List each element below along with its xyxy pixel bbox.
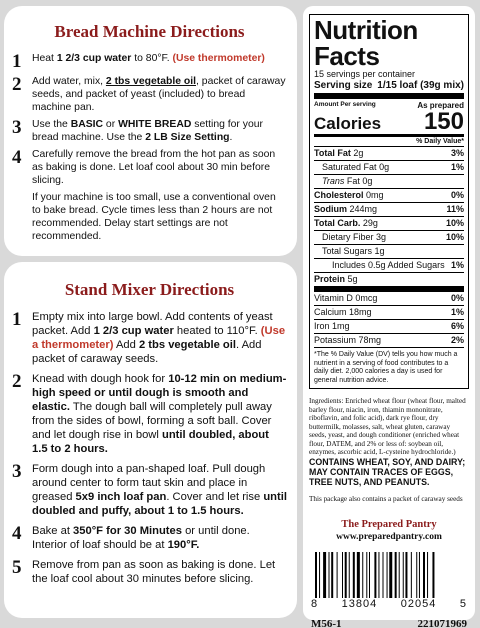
nutrient-row: Calcium 18mg 1% [314,306,464,320]
product-code: M56-1 [311,618,342,628]
nutrient-rows [314,147,464,348]
allergen-statement: CONTAINS WHEAT, SOY, AND DAIRY; MAY CONTAIN TRACES OF EGGS, TREE NUTS, AND PEANUTS. [309,456,466,487]
nutrient-row: Cholesterol 0mg 0% [314,189,464,203]
nutrition-facts-box [309,14,469,389]
step-number: 1 [12,309,22,330]
step-text: Bake at 350°F for 30 Minutes or until done. Interior of loaf should be at 190°F. [32,525,250,551]
step-number: 2 [12,74,22,95]
step-number: 2 [12,371,22,392]
step-text: Use the BASIC or WHITE BREAD setting for your bread machine. Use the 2 LB Size Setting. [32,119,263,143]
nutrient-row: Iron 1mg 6% [314,320,464,334]
step-number: 1 [12,51,22,72]
daily-value-header: % Daily Value* [314,137,464,147]
sm-step [12,462,287,518]
nutrient-row: Potassium 78mg 2% [314,334,464,348]
step-number: 4 [12,523,22,544]
step-number: 3 [12,117,22,138]
nutrient-row: Protein 5g [314,273,464,292]
calories-row: Calories 150 [314,108,464,135]
sm-step [12,558,287,586]
ingredients-text: Ingredients: Enriched wheat flour (wheat flour, malted barley flour, niacin, iron, thiamin mononitrate, riboflavin, and folic acid), dark rye flour, dry buttermilk, molasses, salt, wheat gluten, caraway seeds, yeast, and dough conditioner (enriched wheat flour, DATEM, and 2% or less of: soybean oil, enzymes, ascorbic acid, L-cysteine hydrochloride.) [309,397,466,456]
step-text: Remove from pan as soon as baking is done. Let the loaf cool about 30 minutes before slicing. [32,559,276,585]
nutrient-row: Total Carb. 29g 10% [314,217,464,231]
stand-mixer-title: Stand Mixer Directions [64,280,235,299]
bread-machine-title: Bread Machine Directions [54,22,245,41]
step-text: Knead with dough hook for 10-12 min on medium-high speed or until dough is smooth and elastic. The dough ball will completely pull away from the sides of bowl, forming a soft ball. Cover and let dough rise in bowl until doubled, about 1.5 to 2 hours. [32,373,287,455]
bm-step [12,148,287,187]
step-number: 4 [12,147,22,168]
servings-per-container: 15 servings per container [314,69,416,79]
step-text: Form dough into a pan-shaped loaf. Pull dough around center to form taut skin and place in greased 5x9 inch loaf pan. Cover and let rise until doubled and puffy, about 1 to 1.5 hours. [32,463,287,517]
nutrient-row: Dietary Fiber 3g 10% [314,231,464,245]
nutrition-panel [303,6,475,628]
bm-step [12,75,287,114]
brand-name: The Prepared Pantry [341,519,437,530]
bm-step [12,118,287,144]
stand-mixer-card [4,262,297,618]
bm-step [12,52,287,71]
step-text: Empty mix into large bowl. Add contents of yeast packet. Add 1 2/3 cup water heated to 110°F. (Use a thermometer) Add 2 tbs vegetable oil. Add packet of caraway seeds. [32,311,286,365]
also-contains-text: This package also contains a packet of caraway seeds [309,494,463,503]
amount-per-serving-row: Amount Per serving As prepared [314,101,464,110]
serving-size: Serving size 1/15 loaf (39g mix) [314,80,464,99]
sm-step [12,372,287,456]
step-text: Heat 1 2/3 cup water to 80°F. (Use thermometer) [32,53,265,64]
sm-step [12,524,287,552]
step-number: 3 [12,461,22,482]
nutrient-row: Vitamin D 0mcg 0% [314,292,464,306]
nutrient-row: Total Sugars 1g [314,245,464,259]
nutrition-facts-title: Nutrition Facts [314,15,418,71]
nutrient-row: Sodium 244mg 11% [314,203,464,217]
bread-machine-card [4,6,297,256]
nutrient-row: Total Fat 2g 3% [314,147,464,161]
step-number: 5 [12,557,22,578]
step-text: Carefully remove the bread from the hot pan as soon as baking is done. Let loaf cool about 30 min before slicing. [32,149,276,186]
brand-url: www.preparedpantry.com [336,532,442,542]
nutrient-row: Includes 0.5g Added Sugars 1% [314,259,464,273]
daily-value-footnote: *The % Daily Value (DV) tells you how much a nutrient in a serving of food contributes to a daily diet. 2,000 calories a day is used for general nutrition advice. [314,351,458,384]
nutrient-row: Trans Fat 0g [314,175,464,189]
product-codes [309,618,469,628]
barcode-digits: 8 13804 02054 5 [311,598,467,610]
nutrient-row: Saturated Fat 0g 1% [314,161,464,175]
barcode-bars [309,552,469,598]
step-text: Add water, mix, 2 tbs vegetable oil, packet of caraway seeds, and packet of yeast (included) to bread machine pan. [32,76,286,113]
lot-code: 221071969 [417,618,467,628]
barcode [309,552,469,612]
bread-machine-note: If your machine is too small, use a conventional oven to bake bread. Cycle times less than 2 hours are not recommended. Delay start settings are not recommended. [32,192,276,242]
sm-step [12,310,287,366]
